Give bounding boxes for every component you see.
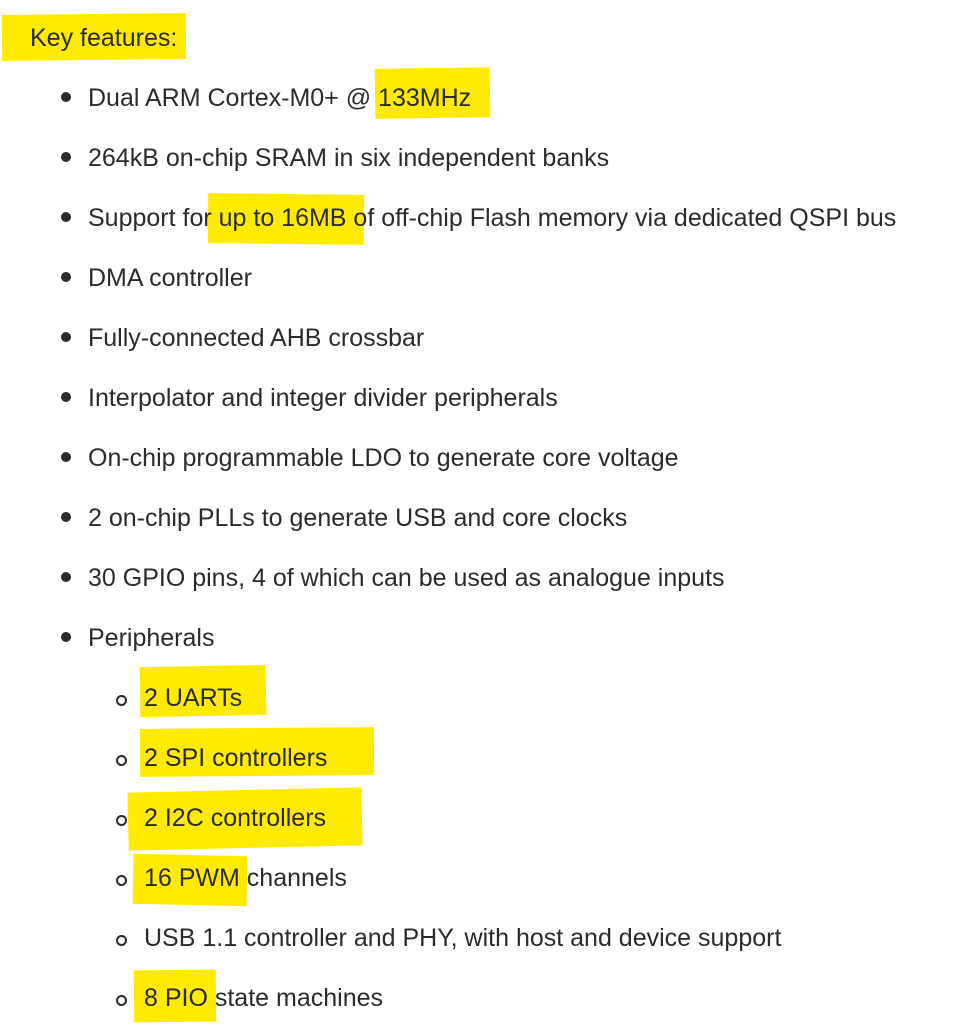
bullet-circle-icon [114,800,144,836]
list-item [58,380,558,416]
sublist-item-text: 8 PIO state machines [144,984,384,1012]
sublist-item-text: 2 UARTs [144,684,243,712]
list-item [58,320,424,356]
bullet-disc-icon [58,260,88,296]
list-item [58,140,609,176]
sublist-item [114,800,326,836]
list-item [58,500,627,536]
sublist-item [114,680,242,716]
bullet-circle-icon [114,980,144,1016]
list-item [58,560,725,596]
list-item-text: Interpolator and integer divider peripherals [88,384,558,412]
bullet-disc-icon [58,320,88,356]
sublist-item-text: USB 1.1 controller and PHY, with host and device support [144,924,782,952]
list-item-text: Dual ARM Cortex-M0+ @ 133MHz [88,84,472,112]
list-item-text: 2 on-chip PLLs to generate USB and core clocks [88,504,628,532]
sublist-item-text: 2 SPI controllers [144,744,328,772]
sublist-item [114,920,781,956]
bullet-disc-icon [58,620,88,656]
sublist-item [114,860,347,896]
sublist-item [114,980,383,1016]
bullet-disc-icon [58,560,88,596]
bullet-circle-icon [114,860,144,896]
bullet-disc-icon [58,500,88,536]
list-item-text: Fully-connected AHB crossbar [88,324,425,352]
list-item [58,80,471,116]
bullet-circle-icon [114,680,144,716]
bullet-disc-icon [58,380,88,416]
list-item-text: On-chip programmable LDO to generate core voltage [88,444,679,472]
list-item-text: 30 GPIO pins, 4 of which can be used as analogue inputs [88,564,725,592]
sublist-item-text: 16 PWM channels [144,864,347,892]
bullet-disc-icon [58,200,88,236]
list-item [58,200,896,236]
bullet-disc-icon [58,440,88,476]
bullet-disc-icon [58,80,88,116]
page-title: Key features: [30,24,178,52]
list-item [58,260,252,296]
bullet-circle-icon [114,920,144,956]
bullet-circle-icon [114,740,144,776]
sublist-item-text: 2 I2C controllers [144,804,327,832]
list-item-text: Peripherals [88,624,215,652]
list-item-text: Support for up to 16MB of off-chip Flash memory via dedicated QSPI bus [88,204,897,232]
list-item [58,620,214,656]
bullet-disc-icon [58,140,88,176]
list-item [58,440,679,476]
list-item-text: DMA controller [88,264,252,292]
sublist-item [114,740,327,776]
list-item-text: 264kB on-chip SRAM in six independent banks [88,144,610,172]
